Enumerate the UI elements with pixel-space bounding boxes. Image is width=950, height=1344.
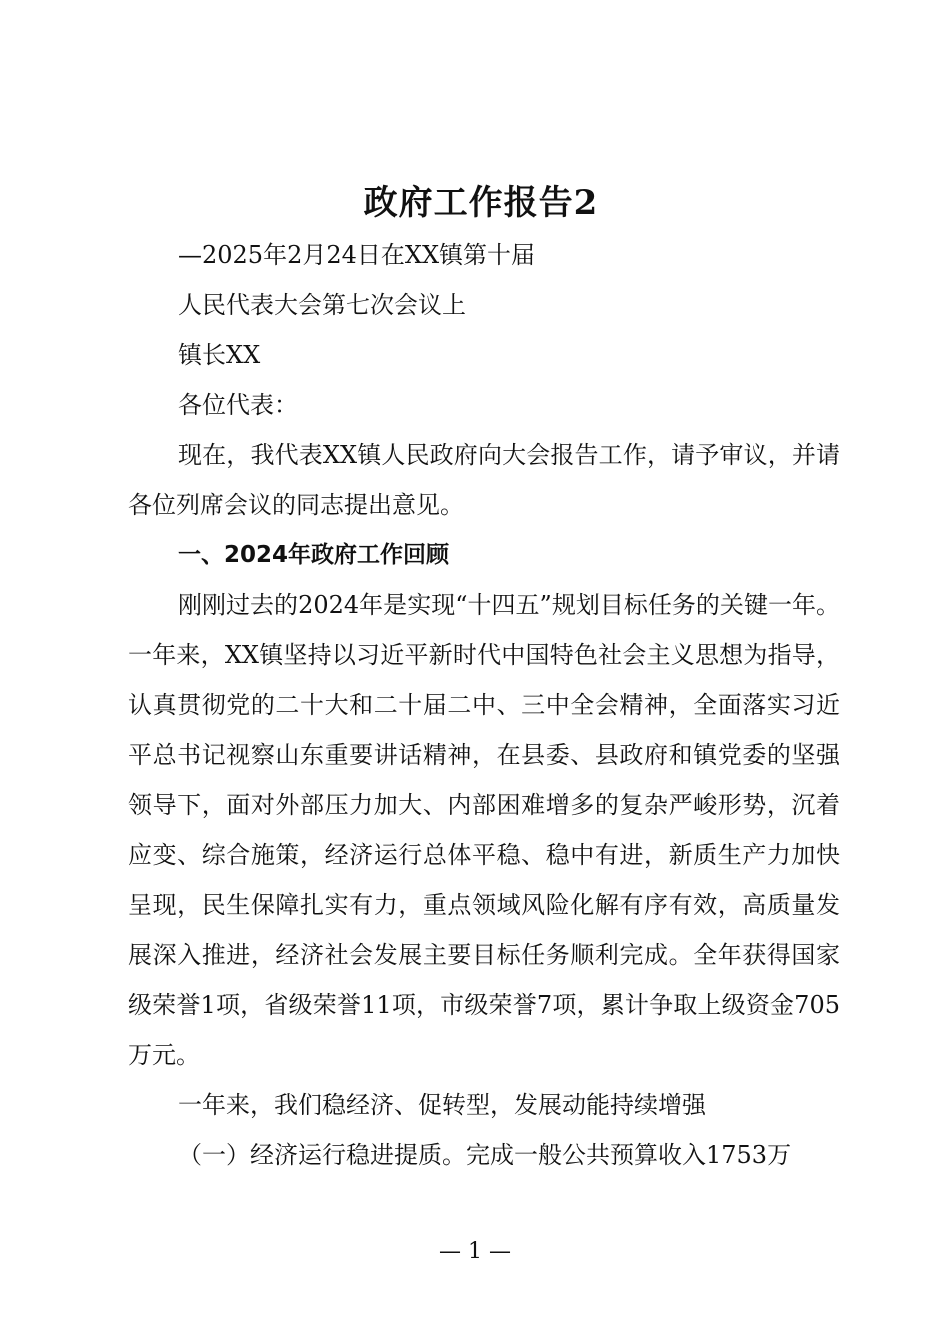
subsection-line: （一）经济运行稳进提质。完成一般公共预算收入1753万 bbox=[178, 1141, 792, 1169]
subtitle-line-1: —2025年2月24日在XX镇第十届 bbox=[178, 241, 536, 269]
intro-paragraph: 现在，我代表XX镇人民政府向大会报告工作，请予审议，并请各位列席会议的同志提出意见。 bbox=[128, 441, 840, 519]
review-paragraph: 刚刚过去的2024年是实现“十四五”规划目标任务的关键一年。一年来，XX镇坚持以习近平新时代中国特色社会主义思想为指导，认真贯彻党的二十大和二十届二中、三中全会精神，全面落实习近平总书记视察山东重要讲话精神，在县委、县政府和镇党委的坚强领导下，面对外部压力加大、内部困难增多的复杂严峻形势，沉着应变、综合施策，经济运行总体平稳、稳中有进，新质生产力加快呈现，民生保障扎实有力，重点领域风险化解有序有效，高质量发展深入推进，经济社会发展主要目标任务顺利完成。全年获得国家级荣誉1项，省级荣誉11项，市级荣誉7项，累计争取上级资金705万元。 bbox=[128, 591, 840, 1069]
speaker-line: 镇长XX bbox=[178, 341, 261, 369]
salutation: 各位代表： bbox=[178, 391, 298, 419]
page-number: — 1 — bbox=[439, 1239, 511, 1264]
section-heading: 一、2024年政府工作回顾 bbox=[178, 542, 450, 568]
subtitle-line-2: 人民代表大会第七次会议上 bbox=[178, 291, 466, 319]
summary-line: 一年来，我们稳经济、促转型，发展动能持续增强 bbox=[178, 1091, 706, 1119]
document-title: 政府工作报告2 bbox=[363, 183, 599, 223]
document-body bbox=[128, 230, 840, 1180]
